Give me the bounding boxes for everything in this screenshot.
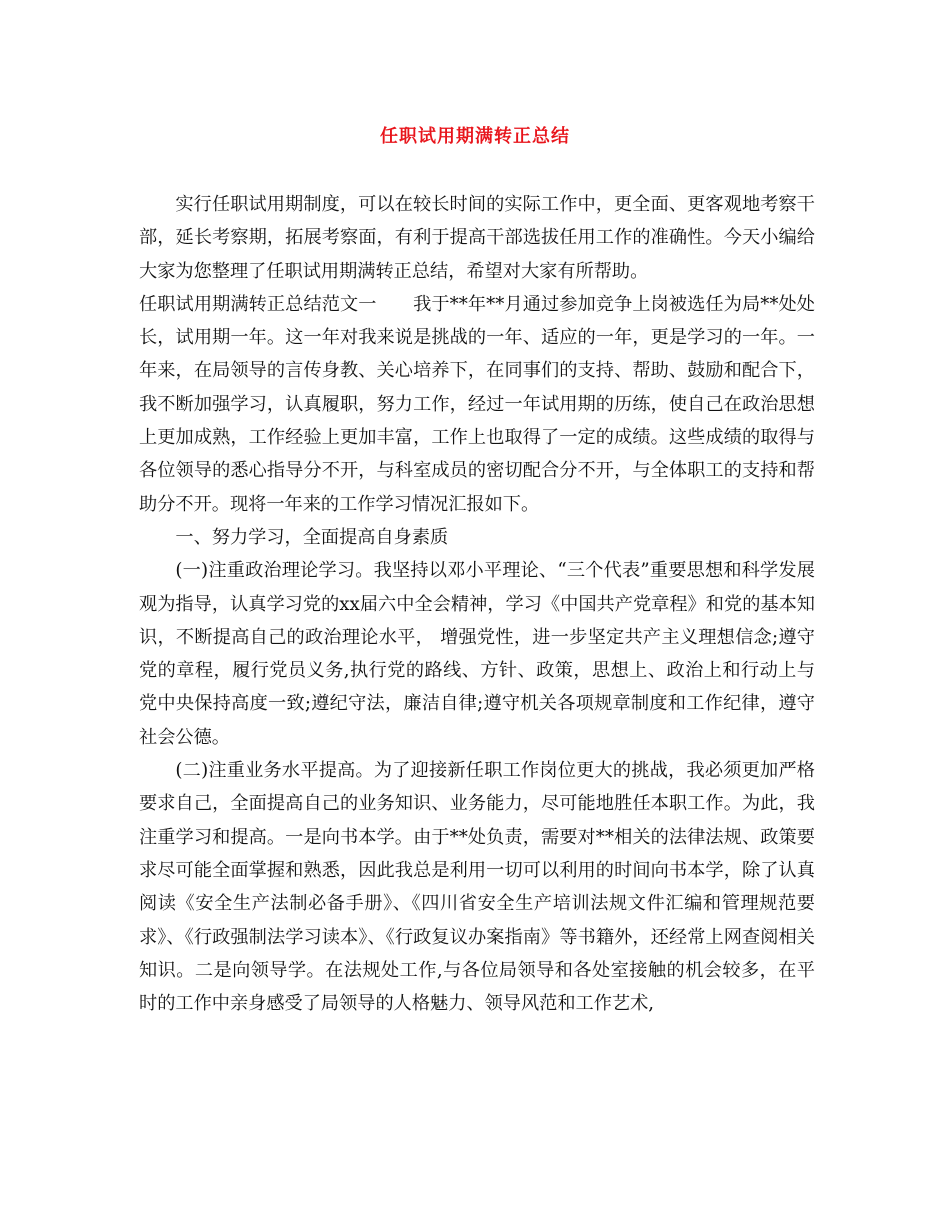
document-title: 任职试用期满转正总结: [380, 126, 570, 147]
section-heading: 一、努力学习，全面提高自身素质: [175, 526, 449, 548]
political-study-paragraph: (一)注重政治理论学习。我坚持以邓小平理论、“三个代表”重要思想和科学发展观为指导，认真学习党的xx届六中全会精神，学习《中国共产党章程》和党的基本知识，不断提高自己的政治理论水平， 增强党性，进一步坚定共产主义理想信念;遵守党的章程，履行党员义务,执行党的路线、方针、政策，思想上、政治上和行动上与党中央保持高度一致;遵纪守法，廉洁自律;遵守机关各项规章制度和工作纪律，遵守社会公德。: [139, 560, 815, 748]
sample-one-paragraph: 任职试用期满转正总结范文一 我于**年**月通过参加竞争上岗被选任为局**处处长，试用期一年。这一年对我来说是挑战的一年、适应的一年，更是学习的一年。一年来，在局领导的言传身教、关心培养下，在同事们的支持、帮助、鼓励和配合下，我不断加强学习，认真履职，努力工作，经过一年试用期的历练，使自己在政治思想上更加成熟，工作经验上更加丰富，工作上也取得了一定的成绩。这些成绩的取得与各位领导的悉心指导分不开，与科室成员的密切配合分不开，与全体职工的支持和帮助分不开。现将一年来的工作学习情况汇报如下。: [139, 293, 815, 515]
intro-paragraph: 实行任职试用期制度，可以在较长时间的实际工作中，更全面、更客观地考察干部，延长考察期，拓展考察面，有利于提高干部选拔任用工作的准确性。今天小编给大家为您整理了任职试用期满转正总结，希望对大家有所帮助。: [139, 194, 815, 282]
professional-study-paragraph: (二)注重业务水平提高。为了迎接新任职工作岗位更大的挑战，我必须更加严格要求自己，全面提高自己的业务知识、业务能力，尽可能地胜任本职工作。为此，我注重学习和提高。一是向书本学。由于**处负责，需要对**相关的法律法规、政策要求尽可能全面掌握和熟悉，因此我总是利用一切可以利用的时间向书本学，除了认真阅读《安全生产法制必备手册》、《四川省安全生产培训法规文件汇编和管理规范要求》、《行政强制法学习读本》、《行政复议办案指南》等书籍外，还经常上网查阅相关知识。二是向领导学。在法规处工作,与各位局领导和各处室接触的机会较多，在平时的工作中亲身感受了局领导的人格魅力、领导风范和工作艺术,: [139, 760, 815, 1015]
document-body: [139, 188, 815, 1020]
